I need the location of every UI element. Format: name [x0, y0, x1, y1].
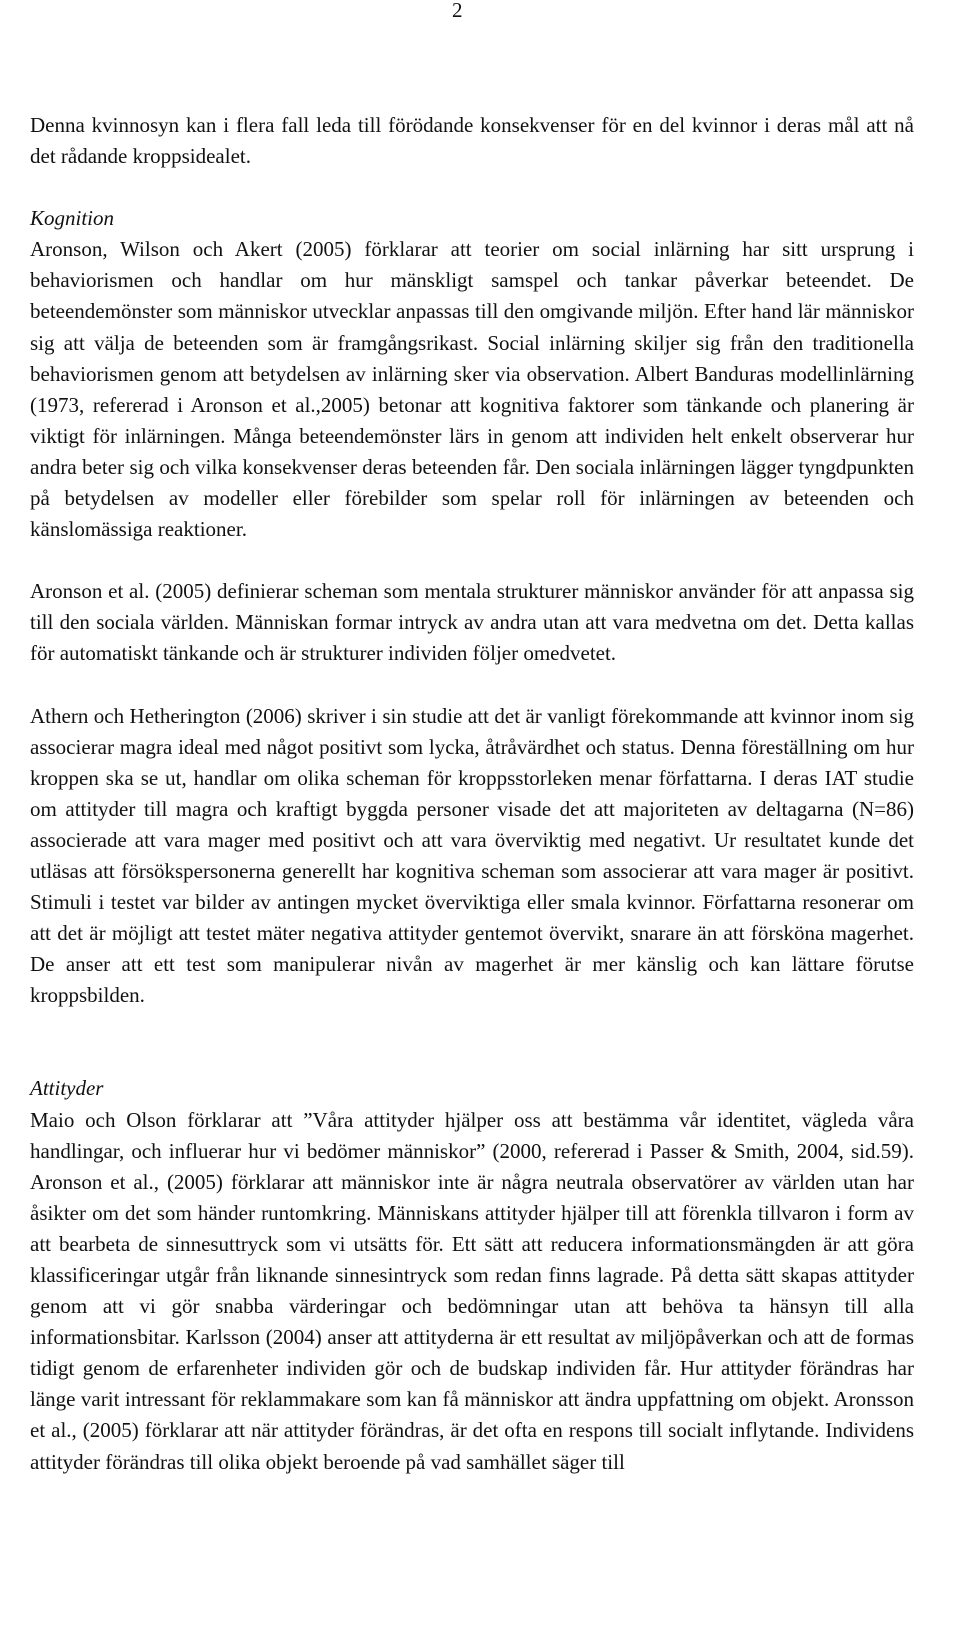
- page-number: 2: [452, 0, 463, 22]
- section-heading-kognition: Kognition: [30, 206, 115, 231]
- body-text: [30, 110, 914, 1478]
- paragraph-gap: [30, 545, 914, 576]
- paragraph-gap: [30, 670, 914, 701]
- kognition-paragraph-3: Athern och Hetherington (2006) skriver i sin studie att det är vanligt förekommande att kvinnor inom sig associerar magra ideal med något positivt som lycka, åtråvärdhet och status. Denna föreställning om hur kroppen ska se ut, handlar om olika scheman för kroppsstorleken menar författarna. I deras IAT studie om attityder till magra och kraftigt byggda personer visade det att majoriteten av deltagarna (N=86) associerade att vara mager med positivt och att vara överviktig med negativt. Ur resultatet kunde det utläsas att försökspersonerna generellt har kognitiva scheman som associerar att vara mager är positivt. Stimuli i testet var bilder av antingen mycket överviktiga eller smala kvinnor. Författarna resonerar om att det är möjligt att testet mäter negativa attityder gentemot övervikt, snarare än att försköna magerhet. De anser att ett test som manipulerar nivån av magerhet är mer känslig och kan lättare förutse kroppsbilden.: [30, 703, 914, 1008]
- section-gap: [30, 1011, 914, 1073]
- kognition-paragraph-2: Aronson et al. (2005) definierar scheman som mentala strukturer människor använder för att anpassa sig till den sociala världen. Människan formar intryck av andra utan att vara medvetna om det. Detta kallas för automatiskt tänkande och är strukturer individen följer omedvetet.: [30, 579, 914, 666]
- kognition-paragraph-1: Aronson, Wilson och Akert (2005) förklarar att teorier om social inlärning har sitt ursprung i behaviorismen och handlar om hur mänskligt samspel och tankar påverkar beteendet. De beteendemönster som människor utvecklar anpassas till den omgivande miljön. Efter hand lär människor sig att välja de beteenden som är framgångsrikast. Social inlärning skiljer sig från den traditionella behaviorismen genom att betydelsen av inlärning sker via observation. Albert Banduras modellinlärning (1973, refererad i Aronson et al.,2005) betonar att kognitiva faktorer som tänkande och planering är viktigt för inlärningen. Många beteendemönster lärs in genom att individen helt enkelt observerar hur andra beter sig och vilka konsekvenser deras beteenden får. Den sociala inlärningen lägger tyngdpunkten på betydelsen av modeller eller förebilder som spelar roll för inlärningen av beteenden och känslomässiga reaktioner.: [30, 237, 914, 542]
- intro-paragraph: Denna kvinnosyn kan i flera fall leda till förödande konsekvenser för en del kvinnor i deras mål att nå det rådande kroppsidealet.: [30, 113, 914, 169]
- attityder-paragraph-1: Maio och Olson förklarar att ”Våra attityder hjälper oss att bestämma vår identitet, vägleda våra handlingar, och influerar hur vi bedömer människor” (2000, refererad i Passer & Smith, 2004, sid.59). Aronson et al., (2005) förklarar att människor inte är några neutrala observatörer av världen utan har åsikter om det som händer runtomkring. Människans attityder hjälper till att förenkla tillvaron i form av att bearbeta de sinnesuttryck som vi utsätts för. Ett sätt att reducera informationsmängden är att göra klassificeringar utgår från liknande sinnesintryck som redan finns lagrade. På detta sätt skapas attityder genom att vi gör snabba värderingar och bedömningar utan att behöva ta hänsyn till alla informationsbitar. Karlsson (2004) anser att attityderna är ett resultat av miljöpåverkan och att de formas tidigt genom de erfarenheter individen gör och de budskap individen får. Hur attityder förändras har länge varit intressant för reklammakare som kan få människor att ändra uppfattning om objekt. Aronsson et al., (2005) förklarar att när attityder förändras, är det ofta en respons till socialt inflytande. Individens attityder förändras till olika objekt beroende på vad samhället säger till: [30, 1107, 914, 1474]
- section-heading-attityder: Attityder: [30, 1076, 104, 1101]
- paragraph-gap: [30, 172, 914, 203]
